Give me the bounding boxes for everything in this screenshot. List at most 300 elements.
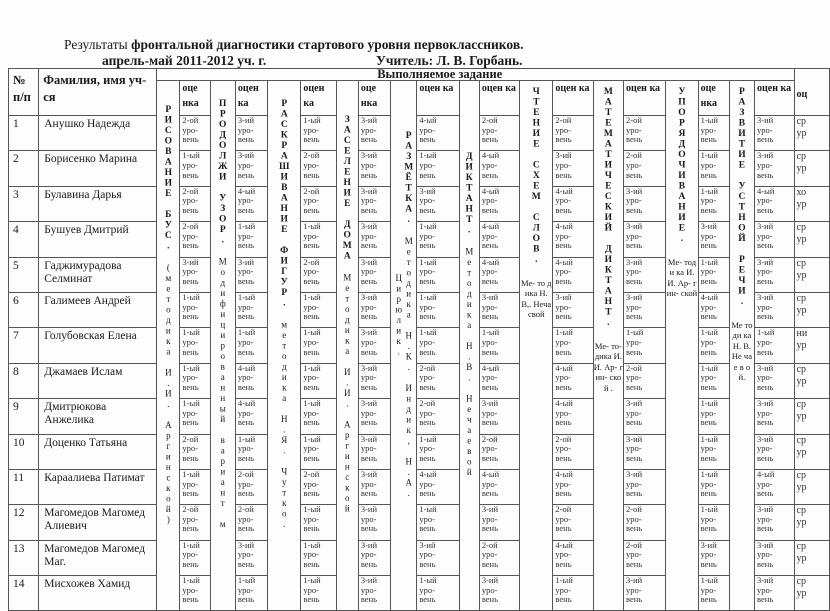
task-title-vertical xyxy=(464,87,474,542)
last-column-cell xyxy=(794,540,829,575)
grade-word-2: вень xyxy=(237,488,255,499)
grade-word-1: уро- xyxy=(757,266,773,277)
grade-level: 3-ий xyxy=(625,575,643,586)
last-column-cell xyxy=(794,363,829,398)
task-method: Ме- то- дика И. И. Ар- гин- ской . xyxy=(593,340,623,393)
grade-level: 3-ий xyxy=(757,362,774,373)
grade-level: 1-ый xyxy=(700,362,718,373)
grade-word-1: уро- xyxy=(419,584,435,595)
grade-word-2: вень xyxy=(625,169,643,180)
grade-word-2: вень xyxy=(237,417,255,428)
grade-cell xyxy=(553,540,593,575)
student-name: Магомедов Магомед Маг. xyxy=(39,540,157,575)
grade-word-1: уро- xyxy=(481,124,498,135)
grade-level: 2-ой xyxy=(625,150,642,161)
grade-cell xyxy=(698,151,729,186)
grade-word-1: уро- xyxy=(237,159,254,170)
last-column-cell xyxy=(794,186,829,221)
grade-cell xyxy=(180,469,210,504)
grade-cell xyxy=(417,222,459,257)
grade-level: 2-ой xyxy=(237,504,254,515)
table-row xyxy=(9,505,830,540)
grade-cell xyxy=(358,222,390,257)
grade-cell xyxy=(479,257,519,292)
grade-word-2: вень xyxy=(625,204,643,215)
grade-level: 1-ый xyxy=(303,362,321,373)
task-method: методика Н.Я. Чутко. xyxy=(279,319,290,530)
student-number: 5 xyxy=(9,257,39,292)
grade-level: 4-ый xyxy=(700,291,718,302)
grade-word-2: вень xyxy=(419,594,436,605)
grade-level: 1-ый xyxy=(237,433,256,444)
grade-cell xyxy=(358,116,390,151)
grade-word-2: вень xyxy=(757,169,774,180)
grade-word-2: вень xyxy=(303,523,320,534)
grade-word-2: вень xyxy=(182,558,199,569)
task-title: ЧТЕНИЕ СХЕМ СЛОВ. xyxy=(531,87,542,266)
table-row xyxy=(9,257,830,292)
grade-cell xyxy=(358,540,390,575)
grade-cell xyxy=(301,222,336,257)
grade-level: 4-ый xyxy=(419,115,437,125)
grade-level: 1-ый xyxy=(182,539,200,550)
grade-cell xyxy=(301,116,336,151)
grade-word-2: вень xyxy=(555,134,572,145)
grade-cell xyxy=(235,434,267,469)
grade-level: 1-ый xyxy=(419,504,437,515)
grade-word-2: вень xyxy=(182,275,199,286)
grade-level: 1-ый xyxy=(419,221,437,232)
header-last-column: оц xyxy=(794,69,829,116)
grade-level: 1-ый xyxy=(700,185,718,196)
grade-level: 1-ый xyxy=(303,327,321,338)
grade-word-2: вень xyxy=(419,488,436,499)
grade-cell xyxy=(623,222,665,257)
grade-word-1: уро- xyxy=(757,230,773,241)
grade-level: 1-ый xyxy=(757,327,775,338)
grade-word-2: вень xyxy=(419,346,436,357)
table-row xyxy=(9,434,830,469)
grade-word-2: вень xyxy=(555,488,572,499)
grade-word-1: уро- xyxy=(237,336,254,347)
grade-word-1: уро- xyxy=(303,513,319,524)
grade-level: 4-ый xyxy=(481,256,500,267)
grade-word-2: вень xyxy=(360,381,378,392)
grade-level: 4-ый xyxy=(555,468,573,479)
grade-word-2: вень xyxy=(237,558,255,569)
grade-level: 1-ый xyxy=(700,115,718,125)
grade-word-1: уро- xyxy=(757,124,773,135)
grade-word-1: уро- xyxy=(182,266,198,277)
grade-cell xyxy=(755,363,795,398)
grade-level: 2-ой xyxy=(625,504,642,515)
grade-word-1: уро- xyxy=(700,372,717,383)
last-value-2: ур xyxy=(796,446,807,458)
grade-cell xyxy=(698,469,729,504)
grade-cell xyxy=(553,151,593,186)
grade-level: 3-ий xyxy=(757,291,774,302)
grade-word-1: уро- xyxy=(625,407,642,418)
grade-cell xyxy=(358,186,390,221)
grade-level: 1-ый xyxy=(700,468,718,479)
grade-level: 3-ий xyxy=(419,185,436,196)
last-value-2: ур xyxy=(796,128,807,139)
grade-level: 2-ой xyxy=(182,504,199,515)
grade-word-1: уро- xyxy=(237,513,254,524)
grade-level: 3-ий xyxy=(481,398,498,409)
grade-cell xyxy=(180,328,210,363)
grade-word-2: вень xyxy=(182,311,199,322)
task-header-5 xyxy=(391,81,417,611)
task-header-4 xyxy=(336,81,358,611)
last-value-2: ур xyxy=(796,198,807,210)
grade-word-2: вень xyxy=(481,558,498,569)
grade-word-1: уро- xyxy=(419,478,435,489)
student-name: Борисенко Марина xyxy=(39,151,157,186)
grade-level: 3-ий xyxy=(182,256,199,267)
grade-word-1: уро- xyxy=(182,407,198,418)
grade-word-2: вень xyxy=(555,169,572,180)
grade-cell xyxy=(235,399,267,434)
grade-word-2: вень xyxy=(757,240,774,251)
grade-word-2: вень xyxy=(237,240,255,251)
grade-word-2: вень xyxy=(700,381,717,392)
grade-cell xyxy=(755,505,795,540)
grade-cell xyxy=(698,328,729,363)
grade-level: 2-ой xyxy=(303,185,320,196)
grade-word-2: вень xyxy=(481,275,498,286)
grade-level: 4-ый xyxy=(481,362,500,373)
grade-word-2: вень xyxy=(555,523,572,534)
last-value-1: ср xyxy=(796,222,806,234)
grade-cell xyxy=(301,292,336,327)
grade-cell xyxy=(358,257,390,292)
grade-word-1: уро- xyxy=(360,584,377,595)
task-method: Ме то ди ка Н. В. Не ча е в о й. xyxy=(731,319,753,382)
grade-word-1: уро- xyxy=(700,230,717,241)
grade-cell xyxy=(417,469,459,504)
task-title: РАСКРАШИВАНИЕ ФИГУР. xyxy=(279,99,290,310)
grade-word-1: уро- xyxy=(481,301,498,312)
grade-word-1: уро- xyxy=(555,195,571,206)
grade-word-1: уро- xyxy=(303,159,319,170)
last-value-1: ср xyxy=(796,151,806,163)
grade-level: 1-ый xyxy=(303,291,321,302)
grade-word-1: уро- xyxy=(481,549,498,560)
grade-word-2: вень xyxy=(360,488,378,499)
grade-cell xyxy=(235,363,267,398)
grade-level: 3-ий xyxy=(625,468,643,479)
grade-word-2: вень xyxy=(419,134,436,145)
grade-word-1: уро- xyxy=(360,549,377,560)
grade-word-2: вень xyxy=(303,134,320,145)
grade-word-2: вень xyxy=(237,452,255,463)
grade-word-1: уро- xyxy=(555,549,571,560)
grade-word-1: уро- xyxy=(360,266,377,277)
grade-word-2: вень xyxy=(481,417,498,428)
last-column-cell xyxy=(794,434,829,469)
grade-level: 1-ый xyxy=(700,256,718,267)
grade-word-1: уро- xyxy=(555,513,571,524)
grade-word-1: уро- xyxy=(700,584,717,595)
grade-cell xyxy=(755,469,795,504)
grade-word-2: вень xyxy=(303,240,320,251)
grade-word-2: вень xyxy=(481,311,498,322)
grade-word-1: уро- xyxy=(303,301,319,312)
grade-header: оцен ка xyxy=(479,81,519,116)
student-name: Джамаев Ислам xyxy=(39,363,157,398)
grade-cell xyxy=(623,328,665,363)
student-name: Дмитрюкова Анжелика xyxy=(39,399,157,434)
grade-word-1: уро- xyxy=(182,336,198,347)
student-number: 2 xyxy=(9,151,39,186)
grade-word-2: вень xyxy=(625,240,643,251)
grade-word-1: уро- xyxy=(757,195,773,206)
grade-cell xyxy=(235,186,267,221)
grade-word-2: вень xyxy=(360,594,378,605)
grade-word-2: вень xyxy=(237,311,255,322)
grade-word-2: вень xyxy=(757,523,774,534)
grade-word-2: вень xyxy=(481,381,498,392)
grade-level: 2-ой xyxy=(303,256,320,267)
grade-level: 2-ой xyxy=(182,185,199,196)
grade-word-1: уро- xyxy=(757,372,773,383)
grade-cell xyxy=(358,328,390,363)
grade-word-2: вень xyxy=(303,452,320,463)
grade-cell xyxy=(479,292,519,327)
grade-word-1: уро- xyxy=(625,159,642,170)
student-number: 12 xyxy=(9,505,39,540)
grade-level: 3-ий xyxy=(360,504,378,515)
grade-level: 1-ый xyxy=(182,150,200,161)
grade-word-1: уро- xyxy=(360,230,377,241)
grade-cell xyxy=(553,257,593,292)
header-name: Фамилия, имя уч-ся xyxy=(39,69,157,116)
grade-header: оцен ка xyxy=(623,81,665,116)
grade-cell xyxy=(180,186,210,221)
grade-cell xyxy=(479,222,519,257)
student-number: 11 xyxy=(9,469,39,504)
grade-word-1: уро- xyxy=(360,336,377,347)
last-value-1: ср xyxy=(796,505,806,517)
grade-cell xyxy=(235,151,267,186)
grade-word-1: уро- xyxy=(419,124,435,135)
last-column-cell xyxy=(794,116,829,151)
grade-cell xyxy=(358,469,390,504)
grade-word-1: уро- xyxy=(419,195,435,206)
grade-cell xyxy=(553,292,593,327)
last-value-2: ур xyxy=(796,163,807,175)
grade-level: 2-ой xyxy=(182,115,199,125)
student-name: Доценко Татьяна xyxy=(39,434,157,469)
student-name: Анушко Надежда xyxy=(39,116,157,151)
grade-level: 3-ий xyxy=(625,185,643,196)
last-value-1: ни xyxy=(796,328,808,340)
grade-level: 2-ой xyxy=(555,504,572,515)
grade-cell xyxy=(479,151,519,186)
task-title-vertical xyxy=(394,87,414,542)
grade-word-1: уро- xyxy=(182,584,198,595)
grade-word-2: вень xyxy=(360,240,378,251)
grade-word-2: вень xyxy=(360,275,378,286)
grade-level: 3-ий xyxy=(481,504,498,515)
grade-level: 1-ый xyxy=(419,327,437,338)
student-name: Булавина Дарья xyxy=(39,186,157,221)
grade-word-2: вень xyxy=(182,346,199,357)
last-value-1: ср xyxy=(796,257,806,269)
grade-word-1: уро- xyxy=(360,301,377,312)
grade-level: 1-ый xyxy=(555,575,573,586)
grade-cell xyxy=(301,328,336,363)
grade-word-1: уро- xyxy=(700,195,717,206)
task-title: РАЗВИТИЕ УСТНОЙ РЕЧИ. xyxy=(736,87,747,308)
grade-cell xyxy=(553,505,593,540)
grade-level: 4-ый xyxy=(419,468,437,479)
grade-word-1: уро- xyxy=(419,407,435,418)
grade-header: оцен ка xyxy=(755,81,795,116)
grade-word-2: вень xyxy=(182,381,199,392)
grade-word-2: вень xyxy=(625,311,643,322)
grade-cell xyxy=(755,222,795,257)
grade-cell xyxy=(479,469,519,504)
grade-word-1: уро- xyxy=(303,266,319,277)
grade-word-2: вень xyxy=(303,558,320,569)
grade-level: 2-ой xyxy=(419,362,436,373)
grade-word-1: уро- xyxy=(303,230,319,241)
grade-cell xyxy=(698,540,729,575)
grade-word-2: вень xyxy=(481,346,498,357)
grade-level: 4-ый xyxy=(481,468,500,479)
grade-word-1: уро- xyxy=(182,513,198,524)
grade-word-1: уро- xyxy=(419,336,435,347)
grade-word-1: уро- xyxy=(757,407,773,418)
grade-word-1: уро- xyxy=(481,230,498,241)
grade-cell xyxy=(623,151,665,186)
last-value-1: ср xyxy=(796,116,806,127)
grade-level: 4-ый xyxy=(481,221,500,232)
grade-word-2: вень xyxy=(360,169,378,180)
grade-word-2: вень xyxy=(237,275,255,286)
grade-word-2: вень xyxy=(419,452,436,463)
grade-level: 3-ий xyxy=(360,327,378,338)
last-value-1: ср xyxy=(796,363,806,375)
last-value-1: ср xyxy=(796,434,806,446)
grade-level: 1-ый xyxy=(237,221,256,232)
grade-cell xyxy=(301,257,336,292)
grade-word-2: вень xyxy=(700,523,717,534)
grade-word-2: вень xyxy=(481,452,498,463)
student-name: Караалиева Патимат xyxy=(39,469,157,504)
grade-word-1: уро- xyxy=(182,549,198,560)
grade-level: 3-ий xyxy=(360,362,378,373)
grade-cell xyxy=(235,328,267,363)
grade-word-1: уро- xyxy=(360,372,377,383)
table-row xyxy=(9,540,830,575)
task-header-9 xyxy=(666,81,698,611)
grade-word-1: уро- xyxy=(237,195,254,206)
grade-cell xyxy=(301,505,336,540)
grade-word-1: уро- xyxy=(700,549,717,560)
last-column-cell xyxy=(794,399,829,434)
grade-word-2: вень xyxy=(700,240,717,251)
grade-level: 4-ый xyxy=(481,185,500,196)
last-value-2: ур xyxy=(796,340,807,352)
grade-word-2: вень xyxy=(700,558,717,569)
grade-cell xyxy=(755,434,795,469)
grade-word-1: уро- xyxy=(303,195,319,206)
grade-cell xyxy=(755,328,795,363)
grade-word-1: уро- xyxy=(182,372,198,383)
grade-cell xyxy=(180,505,210,540)
grade-level: 3-ий xyxy=(757,115,774,125)
grade-cell xyxy=(358,292,390,327)
grade-level: 1-ый xyxy=(481,327,500,338)
task-title: МАТЕМАТИЧЕСКИЙ ДИКТАНТ. xyxy=(603,87,614,329)
grade-word-1: уро- xyxy=(700,301,717,312)
grade-cell xyxy=(553,576,593,611)
grade-level: 1-ый xyxy=(182,398,200,409)
grade-cell xyxy=(180,116,210,151)
grade-level: 3-ий xyxy=(481,575,498,586)
grade-word-2: вень xyxy=(757,134,774,145)
grade-cell xyxy=(235,116,267,151)
grade-level: 3-ий xyxy=(555,150,572,161)
grade-word-2: вень xyxy=(481,204,498,215)
grade-level: 4-ый xyxy=(237,185,256,196)
grade-word-2: вень xyxy=(555,381,572,392)
grade-level: 3-ий xyxy=(360,398,378,409)
grade-word-1: уро- xyxy=(481,266,498,277)
grade-word-1: уро- xyxy=(419,443,435,454)
grade-header: оцен ка xyxy=(235,81,267,116)
table-row xyxy=(9,469,830,504)
grade-level: 1-ый xyxy=(700,327,718,338)
student-name: Гаджимурадова Селминат xyxy=(39,257,157,292)
grade-word-1: уро- xyxy=(419,230,435,241)
grade-cell xyxy=(623,540,665,575)
grade-level: 3-ий xyxy=(419,539,436,550)
grade-level: 3-ий xyxy=(700,539,717,550)
grade-level: 1-ый xyxy=(700,150,718,161)
grade-level: 3-ий xyxy=(360,291,378,302)
last-value-2: ур xyxy=(796,517,807,529)
grade-level: 3-ий xyxy=(757,575,774,586)
student-name: Мисхожев Хамид xyxy=(39,576,157,611)
student-name: Бушуев Дмитрий xyxy=(39,222,157,257)
grade-cell xyxy=(553,469,593,504)
table-row xyxy=(9,222,830,257)
period: апрель-май 2011-2012 уч. г. xyxy=(102,53,267,68)
grade-cell xyxy=(479,328,519,363)
grade-cell xyxy=(235,540,267,575)
grade-word-1: уро- xyxy=(481,584,498,595)
last-column-cell xyxy=(794,469,829,504)
grade-level: 2-ой xyxy=(625,115,642,125)
grade-word-1: уро- xyxy=(625,266,642,277)
grade-word-1: уро- xyxy=(700,124,717,135)
grade-word-2: вень xyxy=(419,204,436,215)
grade-word-2: вень xyxy=(360,417,378,428)
grade-level: 3-ий xyxy=(625,398,643,409)
grade-word-2: вень xyxy=(182,523,199,534)
last-value-1: ср xyxy=(796,292,806,304)
grade-cell xyxy=(417,399,459,434)
grade-cell xyxy=(623,434,665,469)
grade-level: 1-ый xyxy=(419,256,437,267)
grade-level: 1-ый xyxy=(419,575,437,586)
grade-word-1: уро- xyxy=(625,549,642,560)
grade-word-2: вень xyxy=(360,346,378,357)
